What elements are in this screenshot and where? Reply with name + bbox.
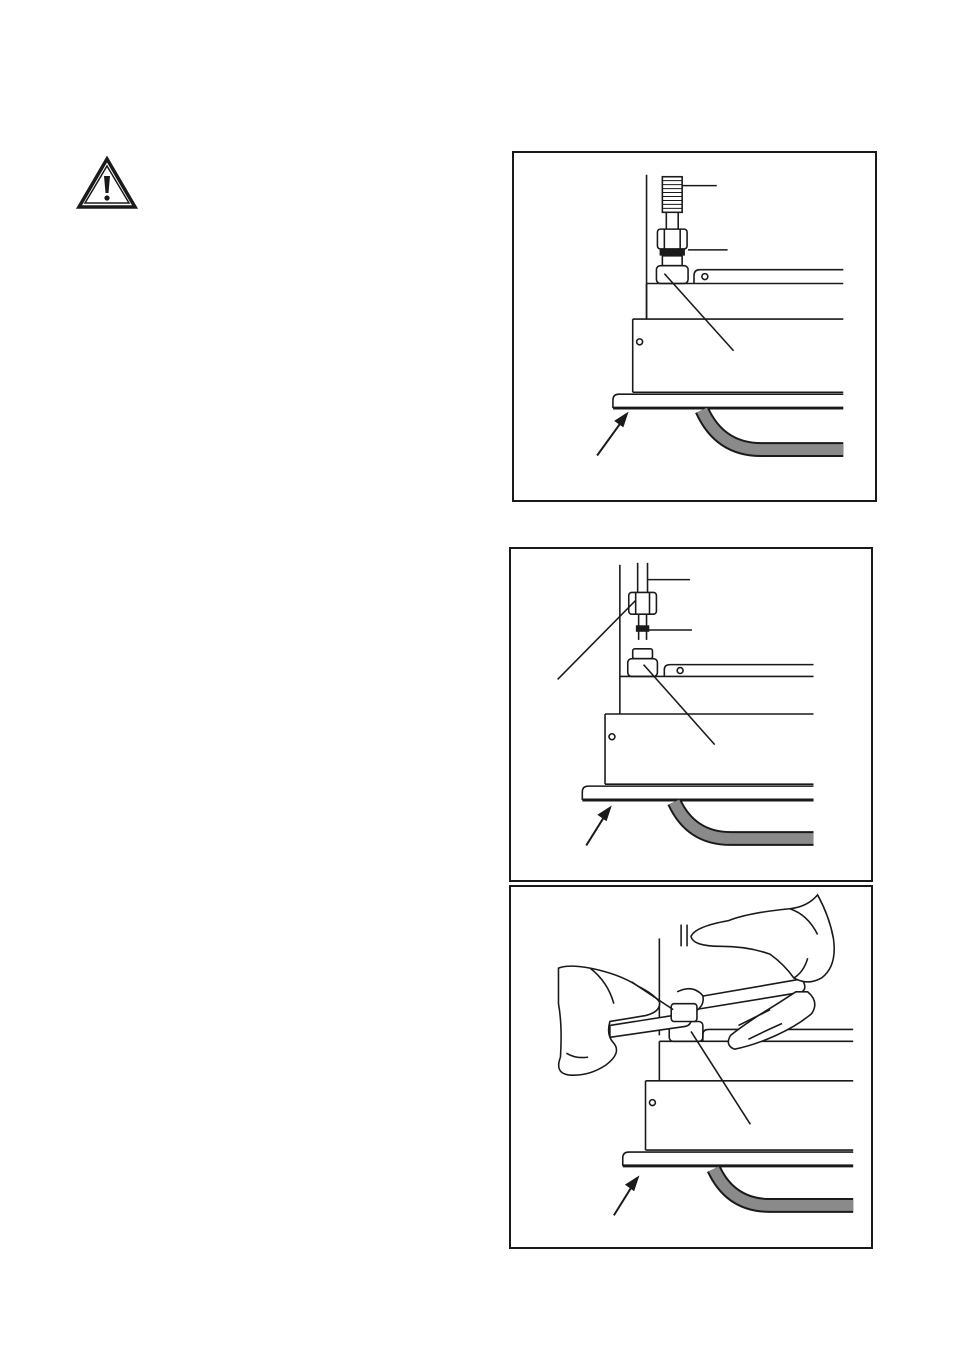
- fig3-drawing: [511, 887, 871, 1247]
- warning-triangle-icon: [76, 156, 138, 210]
- gas-connection-figure-3: [509, 885, 873, 1249]
- fig2-drawing: [511, 549, 871, 880]
- gas-connection-figure-1: [512, 151, 877, 502]
- gas-connection-figure-2: [509, 547, 873, 882]
- fig1-drawing: [514, 153, 875, 500]
